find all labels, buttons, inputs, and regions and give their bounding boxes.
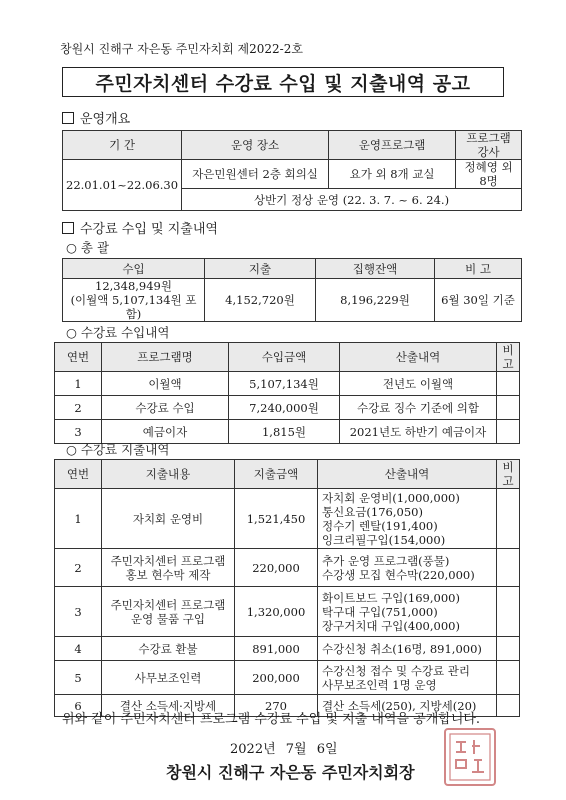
period-cell: 22.01.01~22.06.30 <box>63 160 182 211</box>
col-header: 프로그램 강사 <box>456 131 522 160</box>
col-header: 프로그램명 <box>102 343 229 372</box>
section-finance <box>62 218 218 237</box>
col-header: 운영 장소 <box>182 131 329 160</box>
col-header: 운영프로그램 <box>329 131 456 160</box>
col-header: 비 고 <box>435 259 522 279</box>
table-row: 5 사무보조인력 200,000 수강신청 접수 및 수강료 관리 사무보조인력 1명 운영 <box>55 661 520 695</box>
col-header: 비고 <box>497 343 520 372</box>
summary-heading: ○ 총 괄 <box>66 240 110 255</box>
circle-bullet-icon: ○ <box>66 240 81 255</box>
col-header: 산출내역 <box>318 460 497 489</box>
public-statement: 위와 같이 주민자치센터 프로그램 수강료 수입 및 지출 내역을 공개합니다. <box>62 712 481 727</box>
table-row: 3 예금이자 1,815원 2021년도 하반기 예금이자 <box>55 420 520 444</box>
table-row: 4 수강료 환불 891,000 수강신청 취소(16명, 891,000) <box>55 637 520 661</box>
col-header: 연번 <box>55 343 102 372</box>
seal-graphic <box>446 730 494 784</box>
section-overview <box>62 108 130 127</box>
income-cell: 12,348,949원 (이월액 5,107,134원 포함) <box>63 279 205 322</box>
income-table <box>54 342 520 444</box>
instructor-cell: 정혜영 외 8명 <box>456 160 522 189</box>
col-header: 수입 <box>63 259 205 279</box>
summary-table <box>62 258 522 322</box>
remark-cell: 6월 30일 기준 <box>435 279 522 322</box>
overview-table <box>62 130 522 211</box>
program-cell: 요가 외 8개 교실 <box>329 160 456 189</box>
table-row: 3 주민자치센터 프로그램 운영 물품 구입 1,320,000 화이트보드 구입(169,000) 탁구대 구입(751,000) 장구거치대 구입(400,000) <box>55 587 520 637</box>
table-row: 1 이월액 5,107,134원 전년도 이월액 <box>55 372 520 396</box>
income-heading: ○ 수강료 수입내역 <box>66 325 170 340</box>
section-heading: 운영개요 <box>80 112 131 127</box>
official-seal-icon <box>444 728 496 786</box>
col-header: 수입금액 <box>229 343 340 372</box>
note-cell: 상반기 정상 운영 (22. 3. 7. ~ 6. 24.) <box>182 189 522 211</box>
col-header: 집행잔액 <box>316 259 435 279</box>
col-header: 지출 <box>205 259 316 279</box>
expense-table <box>54 459 520 717</box>
signer-name: 창원시 진해구 자은동 주민자치회장 <box>166 763 415 782</box>
col-header: 산출내역 <box>340 343 497 372</box>
col-header: 지출금액 <box>235 460 318 489</box>
col-header: 지출내용 <box>102 460 235 489</box>
circle-bullet-icon: ○ <box>66 442 81 457</box>
section-heading: 수강료 수입 및 지출내역 <box>80 222 218 237</box>
table-row: 1 자치회 운영비 1,521,450 자치회 운영비(1,000,000) 통신요금(176,050) 정수기 렌탈(191,400) 잉크리필구입(154,000) <box>55 489 520 549</box>
expense-heading: ○ 수강료 지출내역 <box>66 442 170 457</box>
col-header: 비고 <box>497 460 520 489</box>
document-date: 2022년 7월 6일 <box>230 742 338 757</box>
col-header: 기 간 <box>63 131 182 160</box>
checkbox-icon <box>62 222 74 234</box>
table-row: 2 수강료 수입 7,240,000원 수강료 징수 기준에 의함 <box>55 396 520 420</box>
table-row: 6 결산 소득세·지방세 270 결산 소득세(250), 지방세(20) <box>55 695 520 717</box>
document-number: 창원시 진해구 자은동 주민자치회 제2022-2호 <box>60 42 303 56</box>
document-title: 주민자치센터 수강료 수입 및 지출내역 공고 <box>62 67 504 97</box>
table-row: 2 주민자치센터 프로그램 홍보 현수막 제작 220,000 추가 운영 프로그램(풍물) 수강생 모집 현수막(220,000) <box>55 549 520 587</box>
circle-bullet-icon: ○ <box>66 325 81 340</box>
col-header: 연번 <box>55 460 102 489</box>
balance-cell: 8,196,229원 <box>316 279 435 322</box>
expense-cell: 4,152,720원 <box>205 279 316 322</box>
checkbox-icon <box>62 112 74 124</box>
place-cell: 자은민원센터 2층 회의실 <box>182 160 329 189</box>
